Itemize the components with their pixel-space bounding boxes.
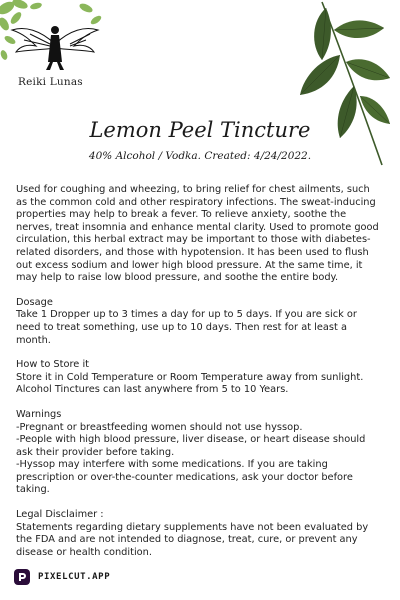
dosage-section xyxy=(16,297,382,347)
watermark-text: PIXELCUT.APP xyxy=(38,572,111,582)
description-body xyxy=(16,184,382,559)
dosage-heading: Dosage xyxy=(16,296,53,308)
intro-paragraph: Used for coughing and wheezing, to bring relief for chest ailments, such as the common cold and other respiratory infections. The sweat-inducing properties may help to break a fever. To relieve anxiety, soothe the nerves, treat insomnia and enhance mental clarity. Used to promote good circulation, this herbal extract may be important to those with diabetes-related disorders, and those with hypotension. It has been used to flush out excess sodium and lower high blood pressure. At the same time, it may help to raise low blood pressure, and soothe the entire body. xyxy=(16,184,379,284)
warnings-heading: Warnings xyxy=(16,408,62,420)
warnings-section xyxy=(16,409,382,497)
page-subtitle: 40% Alcohol / Vodka. Created: 4/24/2022. xyxy=(88,150,312,162)
warning-item: -People with high blood pressure, liver disease, or heart disease should ask their provider before taking. xyxy=(16,434,366,458)
dosage-text: Take 1 Dropper up to 3 times a day for up to 5 days. If you are sick or need to treat something, use up to 10 days. Then rest for at least a month. xyxy=(16,309,357,346)
disclaimer-heading: Legal Disclaimer : xyxy=(16,509,104,521)
page-title: Lemon Peel Tincture xyxy=(89,118,311,142)
watermark xyxy=(14,568,110,586)
disclaimer-text: Statements regarding dietary supplements have not been evaluated by the FDA and are not intended to diagnose, treat, cure, or prevent any disease or health condition. xyxy=(16,521,369,558)
leaf-branch-illustration-icon xyxy=(282,0,392,170)
warning-item: -Hyssop may interfere with some medications. If you are taking prescription or over-the-counter medications, ask your doctor before taking. xyxy=(16,459,353,496)
angel-wings-logo-icon xyxy=(0,0,110,80)
brand-logo xyxy=(0,0,110,95)
storage-heading: How to Store it xyxy=(16,359,90,371)
disclaimer-section xyxy=(16,509,382,559)
brand-name: Reiki Lunas xyxy=(18,76,83,88)
storage-text: Store it in Cold Temperature or Room Temperature away from sunlight. Alcohol Tinctures can last anywhere from 5 to 10 Years. xyxy=(16,371,364,396)
pixelcut-logo-icon xyxy=(14,569,30,585)
storage-section xyxy=(16,359,382,397)
warning-item: -Pregnant or breastfeeding women should not use hyssop. xyxy=(16,421,303,433)
